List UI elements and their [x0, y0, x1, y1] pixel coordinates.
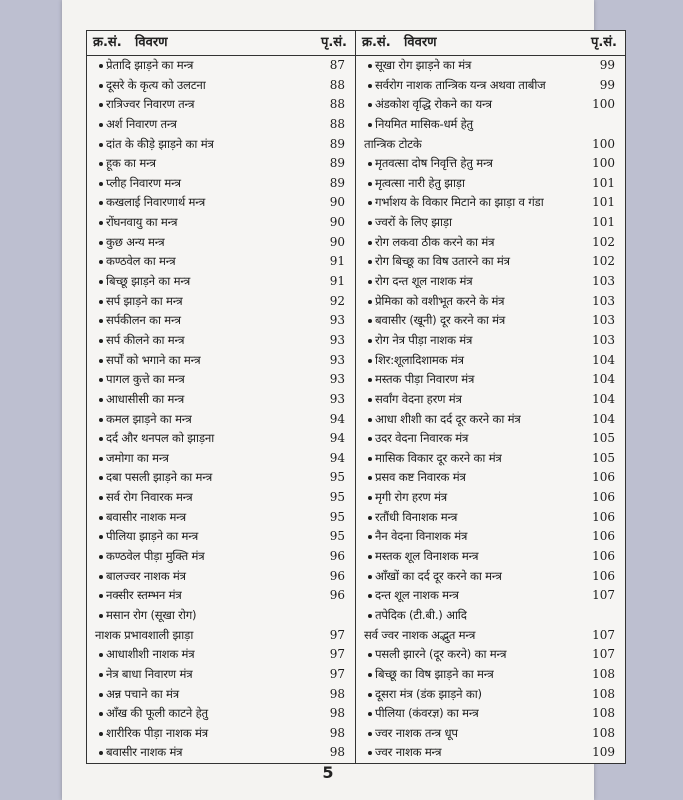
- entry-page-number: 99: [599, 77, 615, 92]
- entry-description: कमल झाड़ने का मन्त्र: [106, 411, 192, 426]
- entry-description: प्लीह निवारण मन्त्र: [106, 175, 181, 190]
- table-row: [356, 429, 625, 449]
- bullet-icon: [99, 378, 103, 382]
- bullet-icon: [368, 339, 372, 343]
- table-row: [87, 704, 355, 724]
- entry-page-number: 94: [329, 411, 345, 426]
- table-row: [356, 468, 625, 488]
- bullet-icon: [99, 359, 103, 363]
- entry-page-number: 103: [592, 313, 615, 328]
- entry-page-number: 98: [329, 745, 345, 760]
- entry-description: शिर:शूलादिशामक मंत्र: [375, 352, 464, 367]
- table-row: [87, 233, 355, 253]
- entry-page-number: 102: [592, 254, 615, 269]
- entry-page-number: 93: [329, 332, 345, 347]
- table-row: [87, 410, 355, 430]
- bullet-icon: [99, 476, 103, 480]
- table-row: [87, 547, 355, 567]
- entry-description: दांत के कीड़े झाड़ने का मंत्र: [106, 136, 214, 151]
- bullet-icon: [368, 457, 372, 461]
- entry-page-number: 90: [329, 215, 345, 230]
- entry-page-number: 105: [592, 431, 615, 446]
- table-row: [87, 508, 355, 528]
- entry-page-number: 107: [592, 588, 615, 603]
- table-row: [87, 606, 355, 626]
- table-row: [87, 626, 355, 646]
- entry-page-number: 100: [592, 136, 615, 151]
- table-row: [87, 331, 355, 351]
- entry-description: तान्त्रिक टोटके: [364, 136, 422, 151]
- entry-page-number: 106: [592, 509, 615, 524]
- table-row: [356, 488, 625, 508]
- entry-page-number: 87: [329, 58, 345, 72]
- bullet-icon: [368, 162, 372, 166]
- entry-page-number: 101: [592, 195, 615, 210]
- entry-description: मासिक विकार दूर करने का मंत्र: [375, 450, 502, 465]
- table-row: [87, 56, 355, 76]
- entry-description: बवासीर नाशक मंत्र: [106, 745, 183, 760]
- entry-description: ज्वर नाशक तन्त्र धूप: [375, 725, 458, 740]
- table-row: [356, 193, 625, 213]
- bullet-icon: [99, 693, 103, 697]
- entry-page-number: 108: [592, 666, 615, 681]
- entry-page-number: 101: [592, 215, 615, 230]
- bullet-icon: [99, 418, 103, 422]
- entry-description: बवासीर (खूनी) दूर करने का मंत्र: [375, 313, 506, 328]
- table-row: [356, 586, 625, 606]
- table-row: [356, 292, 625, 312]
- bullet-icon: [368, 398, 372, 402]
- left-header: [87, 31, 355, 56]
- entry-page-number: 107: [592, 627, 615, 642]
- table-row: [87, 370, 355, 390]
- entry-description: दूसरा मंत्र (डंक झाड़ने का): [375, 686, 482, 701]
- entry-page-number: 93: [329, 391, 345, 406]
- table-row: [87, 193, 355, 213]
- entry-page-number: 101: [592, 175, 615, 190]
- bullet-icon: [99, 614, 103, 618]
- entry-description: सर्वरोग नाशक तान्त्रिक यन्त्र अथवा ताबीज: [375, 77, 546, 92]
- table-row: [87, 272, 355, 292]
- bullet-icon: [99, 339, 103, 343]
- entry-description: बिच्छू का विष झाड़ने का मन्त्र: [375, 666, 494, 681]
- entry-page-number: 89: [329, 175, 345, 190]
- bullet-icon: [99, 437, 103, 441]
- entry-page-number: 97: [329, 627, 345, 642]
- table-row: [356, 704, 625, 724]
- page-number: 5: [322, 763, 334, 782]
- bullet-icon: [368, 260, 372, 264]
- entry-description: मृतवत्सा दोष निवृत्ति हेतु मन्त्र: [375, 156, 493, 171]
- entry-page-number: 98: [329, 686, 345, 701]
- bullet-icon: [99, 319, 103, 323]
- table-row: [87, 174, 355, 194]
- entry-description: आँख की फूली काटने हेतु: [106, 706, 208, 721]
- bullet-icon: [368, 712, 372, 716]
- entry-description: सूखा रोग झाड़ने का मंत्र: [375, 58, 472, 72]
- entry-description: रोग दन्त शूल नाशक मंत्र: [375, 274, 473, 289]
- right-header: [356, 31, 625, 56]
- table-row: [356, 606, 625, 626]
- bullet-icon: [368, 555, 372, 559]
- header-serial-number: क्र.सं.: [93, 35, 122, 50]
- bullet-icon: [368, 653, 372, 657]
- bullet-icon: [368, 182, 372, 186]
- entry-page-number: 102: [592, 234, 615, 249]
- entry-description: मस्तक शूल विनाशक मन्त्र: [375, 549, 479, 564]
- bullet-icon: [99, 182, 103, 186]
- entry-description: रात्रिज्वर निवारण तन्त्र: [106, 97, 195, 112]
- entry-page-number: 107: [592, 647, 615, 662]
- entry-description: आधाशीशी नाशक मंत्र: [106, 647, 195, 662]
- table-row: [87, 311, 355, 331]
- table-row: [87, 429, 355, 449]
- left-entries: [87, 56, 355, 763]
- table-row: [87, 567, 355, 587]
- entry-page-number: 106: [592, 470, 615, 485]
- entry-page-number: 105: [592, 450, 615, 465]
- bullet-icon: [368, 575, 372, 579]
- entry-page-number: 95: [329, 529, 345, 544]
- entry-description: मसान रोग (सूखा रोग): [106, 607, 197, 622]
- bullet-icon: [368, 496, 372, 500]
- entry-page-number: 104: [592, 411, 615, 426]
- bullet-icon: [99, 535, 103, 539]
- entry-page-number: 88: [329, 77, 345, 92]
- entry-description: दर्द और थनपल को झाड़ना: [106, 431, 215, 446]
- table-row: [356, 115, 625, 135]
- bullet-icon: [368, 516, 372, 520]
- entry-page-number: 103: [592, 274, 615, 289]
- entry-description: रोग नेत्र पीड़ा नाशक मंत्र: [375, 332, 473, 347]
- entry-page-number: 109: [592, 745, 615, 760]
- entry-page-number: 95: [329, 509, 345, 524]
- bullet-icon: [368, 476, 372, 480]
- table-row: [87, 95, 355, 115]
- table-row: [356, 527, 625, 547]
- right-column: [356, 31, 625, 763]
- table-row: [87, 292, 355, 312]
- entry-page-number: 108: [592, 706, 615, 721]
- entry-description: पीलिया (कंवरज्ञ) का मन्त्र: [375, 706, 479, 721]
- bullet-icon: [99, 143, 103, 147]
- entry-description: सर्पकीलन का मन्त्र: [106, 313, 181, 328]
- bullet-icon: [99, 653, 103, 657]
- table-row: [356, 508, 625, 528]
- bullet-icon: [99, 123, 103, 127]
- bullet-icon: [99, 221, 103, 225]
- bullet-icon: [368, 594, 372, 598]
- entry-page-number: 90: [329, 195, 345, 210]
- table-row: [87, 665, 355, 685]
- bullet-icon: [368, 319, 372, 323]
- bullet-icon: [99, 751, 103, 755]
- entry-page-number: 93: [329, 352, 345, 367]
- bullet-icon: [99, 732, 103, 736]
- bullet-icon: [368, 84, 372, 88]
- entry-description: अन्न पचाने का मंत्र: [106, 686, 179, 701]
- entry-description: पागल कुत्ते का मन्त्र: [106, 372, 185, 387]
- table-row: [356, 685, 625, 705]
- entry-page-number: 97: [329, 666, 345, 681]
- table-row: [87, 252, 355, 272]
- entry-page-number: 104: [592, 372, 615, 387]
- entry-page-number: 89: [329, 156, 345, 171]
- entry-description: सर्प झाड़ने का मन्त्र: [106, 293, 183, 308]
- bullet-icon: [368, 378, 372, 382]
- table-row: [87, 390, 355, 410]
- bullet-icon: [368, 535, 372, 539]
- entry-description: दबा पसली झाड़ने का मन्त्र: [106, 470, 213, 485]
- entry-page-number: 94: [329, 450, 345, 465]
- table-row: [356, 135, 625, 155]
- bullet-icon: [99, 575, 103, 579]
- table-row: [356, 567, 625, 587]
- table-row: [356, 331, 625, 351]
- table-row: [87, 449, 355, 469]
- entry-description: बालज्वर नाशक मंत्र: [106, 568, 186, 583]
- table-row: [87, 135, 355, 155]
- entry-page-number: 98: [329, 725, 345, 740]
- bullet-icon: [99, 496, 103, 500]
- bullet-icon: [99, 64, 103, 68]
- table-row: [356, 351, 625, 371]
- entry-description: शारीरिक पीड़ा नाशक मंत्र: [106, 725, 208, 740]
- entry-description: सर्व रोग निवारक मन्त्र: [106, 490, 193, 505]
- entry-page-number: 100: [592, 97, 615, 112]
- entry-description: नाशक प्रभावशाली झाड़ा: [95, 627, 194, 642]
- entry-page-number: 96: [329, 588, 345, 603]
- entry-description: पीलिया झाड़ने का मन्त्र: [106, 529, 199, 544]
- bullet-icon: [99, 555, 103, 559]
- table-row: [356, 213, 625, 233]
- entry-page-number: 88: [329, 97, 345, 112]
- bullet-icon: [368, 418, 372, 422]
- header-description: विवरण: [135, 35, 168, 50]
- bullet-icon: [99, 712, 103, 716]
- bullet-icon: [368, 614, 372, 618]
- bullet-icon: [368, 64, 372, 68]
- table-row: [356, 370, 625, 390]
- entry-page-number: 92: [329, 293, 345, 308]
- bullet-icon: [99, 516, 103, 520]
- table-row: [87, 527, 355, 547]
- table-row: [356, 233, 625, 253]
- right-entries: [356, 56, 625, 763]
- entry-description: रोग लकवा ठीक करने का मंत्र: [375, 234, 495, 249]
- entry-page-number: 106: [592, 490, 615, 505]
- entry-description: मस्तक पीड़ा निवारण मंत्र: [375, 372, 475, 387]
- entry-page-number: 106: [592, 549, 615, 564]
- table-row: [87, 154, 355, 174]
- entry-page-number: 88: [329, 116, 345, 131]
- table-row: [87, 468, 355, 488]
- table-row: [356, 174, 625, 194]
- entry-description: दन्त शूल नाशक मन्त्र: [375, 588, 459, 603]
- table-row: [87, 586, 355, 606]
- table-row: [356, 390, 625, 410]
- entry-page-number: 98: [329, 706, 345, 721]
- bullet-icon: [99, 201, 103, 205]
- entry-page-number: 93: [329, 313, 345, 328]
- table-row: [356, 449, 625, 469]
- table-row: [356, 743, 625, 763]
- entry-description: आँखों का दर्द दूर करने का मन्त्र: [375, 568, 502, 583]
- bullet-icon: [368, 280, 372, 284]
- entry-description: कुछ अन्य मन्त्र: [106, 234, 165, 249]
- bullet-icon: [368, 751, 372, 755]
- entry-description: प्रेमिका को वशीभूत करने के मंत्र: [375, 293, 505, 308]
- entry-description: जमोगा का मन्त्र: [106, 450, 169, 465]
- entry-page-number: 93: [329, 372, 345, 387]
- entry-description: सर्पों को भगाने का मन्त्र: [106, 352, 201, 367]
- entry-description: मृत्वत्सा नारी हेतु झाड़ा: [375, 175, 465, 190]
- contents-table: [86, 30, 626, 764]
- table-row: [87, 645, 355, 665]
- entry-page-number: 104: [592, 352, 615, 367]
- table-row: [87, 213, 355, 233]
- bullet-icon: [99, 300, 103, 304]
- entry-description: प्रसव कष्ट निवारक मंत्र: [375, 470, 466, 485]
- entry-page-number: 96: [329, 568, 345, 583]
- table-row: [356, 56, 625, 76]
- entry-description: बिच्छू झाड़ने का मन्त्र: [106, 274, 191, 289]
- entry-description: सर्प कीलने का मन्त्र: [106, 332, 185, 347]
- entry-page-number: 91: [329, 254, 345, 269]
- bullet-icon: [368, 359, 372, 363]
- entry-description: ज्वर नाशक मन्त्र: [375, 745, 442, 760]
- entry-description: सर्व ज्वर नाशक अद्भुत मन्त्र: [364, 627, 476, 642]
- bullet-icon: [99, 162, 103, 166]
- entry-description: कखलाई निवारणार्थ मन्त्र: [106, 195, 206, 210]
- table-row: [87, 743, 355, 763]
- bullet-icon: [99, 103, 103, 107]
- entry-description: उदर वेदना निवारक मंत्र: [375, 431, 469, 446]
- entry-description: सर्वांग वेदना हरण मंत्र: [375, 391, 462, 406]
- entry-description: कण्ठवेल पीड़ा मुक्ति मंत्र: [106, 549, 205, 564]
- table-row: [87, 351, 355, 371]
- entry-description: आधासीसी का मन्त्र: [106, 391, 185, 406]
- entry-description: दूसरे के कृत्य को उलटना: [106, 77, 206, 92]
- bullet-icon: [368, 732, 372, 736]
- table-row: [356, 665, 625, 685]
- bullet-icon: [99, 673, 103, 677]
- entry-description: नैन वेदना विनाशक मंत्र: [375, 529, 468, 544]
- entry-description: ज्वरों के लिए झाड़ा: [375, 215, 452, 230]
- table-row: [356, 154, 625, 174]
- entry-description: हूक का मन्त्र: [106, 156, 156, 171]
- entry-page-number: 89: [329, 136, 345, 151]
- entry-page-number: 94: [329, 431, 345, 446]
- table-row: [356, 547, 625, 567]
- header-serial-number: क्र.सं.: [362, 35, 391, 50]
- entry-description: बवासीर नाशक मन्त्र: [106, 509, 186, 524]
- entry-description: पसली झारने (दूर करने) का मन्त्र: [375, 647, 507, 662]
- bullet-icon: [368, 221, 372, 225]
- entry-page-number: 96: [329, 549, 345, 564]
- entry-description: आधा शीशी का दर्द दूर करने का मंत्र: [375, 411, 521, 426]
- table-row: [87, 76, 355, 96]
- table-row: [356, 410, 625, 430]
- entry-description: नेत्र बाधा निवारण मंत्र: [106, 666, 193, 681]
- bullet-icon: [368, 241, 372, 245]
- entry-description: अंडकोश वृद्धि रोकने का यन्त्र: [375, 97, 492, 112]
- entry-description: प्रेतादि झाड़ने का मन्त्र: [106, 58, 194, 72]
- entry-description: कण्ठवेल का मन्त्र: [106, 254, 176, 269]
- bullet-icon: [99, 398, 103, 402]
- table-row: [356, 252, 625, 272]
- left-column: [87, 31, 356, 763]
- entry-page-number: 103: [592, 332, 615, 347]
- entry-page-number: 100: [592, 156, 615, 171]
- table-row: [87, 724, 355, 744]
- bullet-icon: [368, 103, 372, 107]
- entry-description: अर्श निवारण तन्त्र: [106, 116, 177, 131]
- table-row: [87, 685, 355, 705]
- entry-page-number: 106: [592, 529, 615, 544]
- bullet-icon: [99, 84, 103, 88]
- bullet-icon: [368, 201, 372, 205]
- entry-description: रोंघनवायु का मन्त्र: [106, 215, 178, 230]
- entry-page-number: 108: [592, 686, 615, 701]
- table-row: [356, 311, 625, 331]
- bullet-icon: [99, 594, 103, 598]
- bullet-icon: [99, 280, 103, 284]
- book-page: [62, 0, 617, 800]
- entry-description: रतौंधी विनाशक मन्त्र: [375, 509, 458, 524]
- entry-page-number: 104: [592, 391, 615, 406]
- entry-page-number: 90: [329, 234, 345, 249]
- entry-page-number: 91: [329, 274, 345, 289]
- table-row: [356, 272, 625, 292]
- entry-description: नियमित मासिक-धर्म हेतु: [375, 116, 473, 131]
- bullet-icon: [99, 241, 103, 245]
- entry-page-number: 103: [592, 293, 615, 308]
- entry-page-number: 95: [329, 470, 345, 485]
- header-page-number: पृ.सं.: [320, 35, 347, 50]
- entry-description: गर्भाशय के विकार मिटाने का झाड़ा व गंडा: [375, 195, 544, 210]
- bullet-icon: [368, 437, 372, 441]
- entry-page-number: 99: [599, 58, 615, 72]
- entry-page-number: 108: [592, 725, 615, 740]
- bullet-icon: [99, 457, 103, 461]
- table-row: [356, 626, 625, 646]
- table-row: [87, 115, 355, 135]
- entry-description: मृगी रोग हरण मंत्र: [375, 490, 448, 505]
- table-row: [87, 488, 355, 508]
- table-row: [356, 724, 625, 744]
- table-row: [356, 76, 625, 96]
- bullet-icon: [99, 260, 103, 264]
- table-row: [356, 645, 625, 665]
- entry-page-number: 97: [329, 647, 345, 662]
- bullet-icon: [368, 693, 372, 697]
- entry-description: नक्सीर स्तम्भन मंत्र: [106, 588, 182, 603]
- bullet-icon: [368, 123, 372, 127]
- entry-page-number: 95: [329, 490, 345, 505]
- bullet-icon: [368, 673, 372, 677]
- table-row: [356, 95, 625, 115]
- entry-page-number: 106: [592, 568, 615, 583]
- header-page-number: पृ.सं.: [590, 35, 617, 50]
- entry-description: तपेदिक (टी.बी.) आदि: [375, 607, 467, 622]
- bullet-icon: [368, 300, 372, 304]
- header-description: विवरण: [404, 35, 437, 50]
- entry-description: रोग बिच्छू का विष उतारने का मंत्र: [375, 254, 510, 269]
